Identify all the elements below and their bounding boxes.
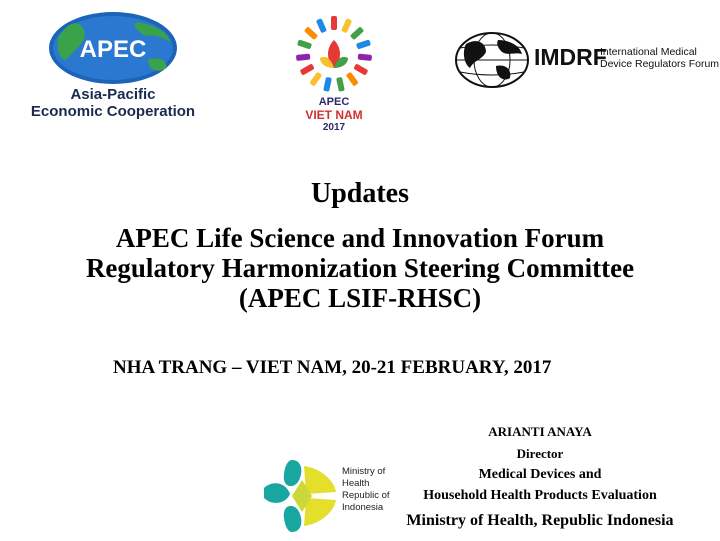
apec-vietnam-line1: APEC bbox=[318, 96, 350, 108]
presenter-division-line1: Medical Devices and bbox=[478, 467, 602, 482]
slide-title-line2: Regulatory Harmonization Steering Committee bbox=[85, 253, 635, 283]
apec-vietnam-2017-logo bbox=[284, 14, 384, 138]
apec-vietnam-line2: VIET NAM bbox=[305, 108, 363, 122]
apec-logo bbox=[18, 8, 208, 126]
moh-text-line: Ministry of bbox=[342, 466, 386, 477]
imdrf-name-line2: Device Regulators Forum bbox=[600, 58, 720, 70]
slide-title-line1: APEC Life Science and Innovation Forum bbox=[115, 223, 605, 253]
lotus-ring-icon bbox=[284, 14, 384, 96]
moh-text-line: Health bbox=[342, 478, 370, 489]
imdrf-logo bbox=[452, 30, 720, 90]
imdrf-acronym: IMDRF bbox=[534, 44, 607, 70]
presenter-role: Director bbox=[516, 446, 564, 461]
apec-badge-text: APEC bbox=[79, 36, 147, 63]
apec-logo-line2: Economic Cooperation bbox=[30, 103, 196, 120]
presenter-division-line2: Household Health Products Evaluation bbox=[423, 488, 657, 503]
moh-text-line: Indonesia bbox=[342, 502, 384, 513]
imdrf-name-line1: International Medical bbox=[600, 46, 697, 58]
slide-title-line3: (APEC LSIF-RHSC) bbox=[238, 283, 482, 313]
moh-leaf-icon bbox=[262, 456, 342, 536]
apec-vietnam-line3: 2017 bbox=[322, 122, 346, 133]
moh-indonesia-logo bbox=[262, 456, 398, 536]
slide-heading: Updates bbox=[310, 178, 409, 209]
apec-logo-line1: Asia-Pacific bbox=[70, 86, 156, 103]
presenter-name: ARIANTI ANAYA bbox=[488, 424, 592, 439]
moh-indonesia-text bbox=[342, 466, 402, 514]
moh-text-line: Republic of bbox=[342, 490, 390, 501]
venue-date: NHA TRANG – VIET NAM, 20-21 FEBRUARY, 2017 bbox=[113, 357, 552, 378]
apec-globe-icon bbox=[18, 8, 208, 88]
presenter-organization: Ministry of Health, Republic Indonesia bbox=[406, 512, 674, 529]
